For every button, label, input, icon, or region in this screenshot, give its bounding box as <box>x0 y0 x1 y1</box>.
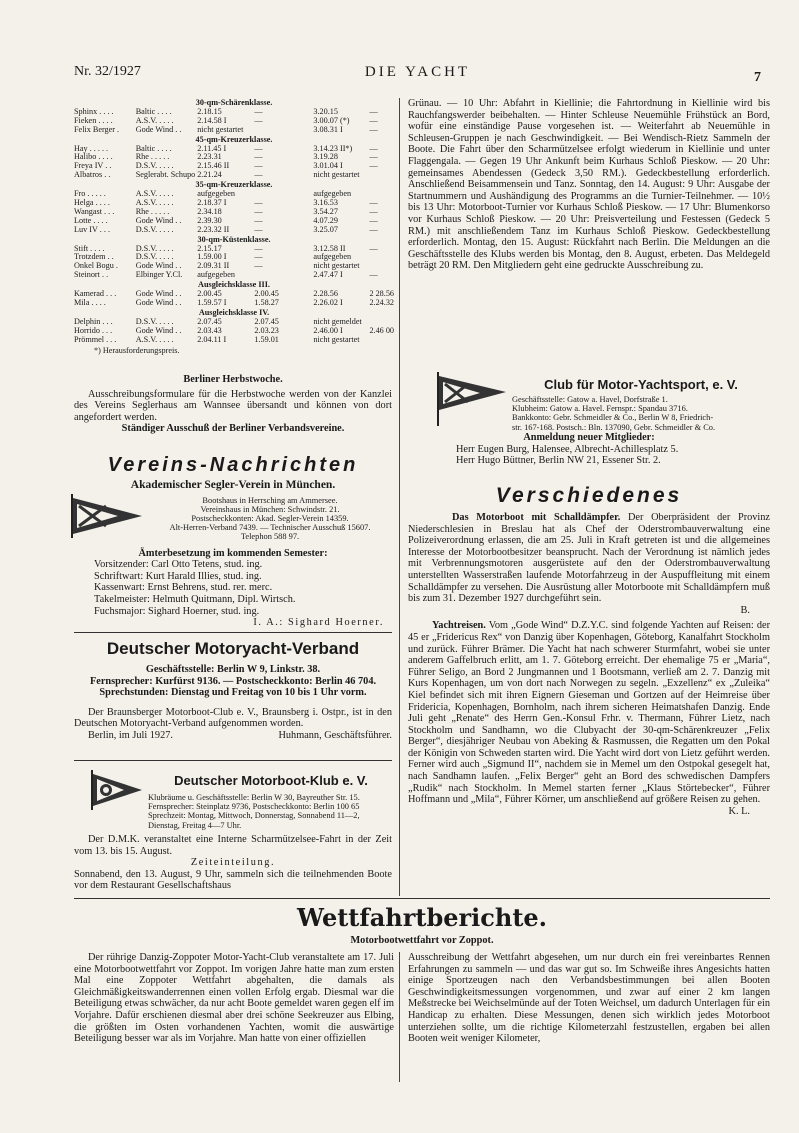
herbstwoche-title: Berliner Herbstwoche. <box>183 374 283 385</box>
results-row <box>74 318 394 327</box>
results-cell: 2.07.45 <box>197 316 222 326</box>
results-cell: — <box>254 252 263 262</box>
results-cell: nicht gestartet <box>313 170 360 180</box>
dmv-text: Der Braunsberger Motorboot-Club e. V., Braunsberg i. Ostpr., ist in den Deutschen Motoryacht-Verband aufgenommen worden. <box>74 706 392 730</box>
results-cell: Hay . . . . . <box>74 143 109 153</box>
results-cell: aufgegeben <box>313 189 352 199</box>
verschiedenes-item2-text: Vom „Gode Wind“ D.Z.Y.C. sind folgende Yachten auf Reisen: der 45 er „Fridericus Rex“ von Danzig über Kopenhagen, Göteborg, Kanalfahrt Stockholm und zurück. Führer Brämer. Die Yacht hat nach schwerer Sturmfahrt, wobei sie unter anderem Gaffelbruch erlitt, am 1. 7. Göteborg erreicht. Der ehemalige 75 er „Maria“, Führer Seligo, an Bord 2 Jungmannen und 1 Bootsmann, verließ am 2. 7. Danzig mit Kurs Kopenhagen, um von dort nach Norwegen zu segeln. „Exzellenz“ ex „Zuleika“ Kiel befindet sich mit ihren Eignern Gieseman und Gortzen auf der Heimreise über Fridericia, Kopenhagen, Bornholm, nach ihrem sicheren Heimatshafen Danzig. Ende Juli geht „Renate“ des Herrn Gen.-Konsul Frhr. v. Thermann, Führer Lietz, nach Stockholm und Sandhamn, wo die Clubyacht der 30-qm-Schärenkreuzer „Felix Berger“, diesjähriger Neubau von Abeking & Rasmussen, die Regatten um den Pokal der Königin von Schweden starten wird. Die Yacht wird dort von Lietz geführt werden. Ferner wird auch „Sigmund II“, nachdem sie in Memel um den Ostpokal gesegelt hat, nach Sandhamn laufen. „Felix Berger“ geht an Bord des schwedischen Dampfers „Rudik“ nach Stockholm. In Memel starten ferner „Klaus Störtebecker“, Führer Hoffmann und „Mila“, Führer Körner, um anschließend auf größere Reisen zu gehen. <box>408 620 770 806</box>
results-class-heading <box>74 98 394 108</box>
verschiedenes-item1-sign: B. <box>740 604 750 616</box>
verschiedenes-section <box>408 482 770 817</box>
results-cell: — <box>254 197 263 207</box>
officer-line: Vorsitzender: Carl Otto Tetens, stud. ing. <box>94 559 263 571</box>
results-row <box>74 126 394 135</box>
results-cell: nicht gemeldet <box>313 316 362 326</box>
results-cell: 1.58.27 <box>254 297 279 307</box>
results-cell: 2.47.47 I <box>313 270 343 280</box>
vereins-info-line: Bootshaus in Herrsching am Ammersee. <box>202 495 338 505</box>
officer-line: Schriftwart: Kurt Harald Illies, stud. ing. <box>94 570 262 582</box>
results-cell: Horrido . . . <box>74 325 113 335</box>
results-cell: — <box>254 152 263 162</box>
results-cell: aufgegeben <box>197 189 235 199</box>
results-row <box>74 299 394 308</box>
results-cell: Gode Wind . . <box>135 289 182 299</box>
vereins-officers <box>94 559 392 617</box>
results-cell: — <box>369 224 378 234</box>
results-cell: — <box>254 261 263 271</box>
results-table <box>74 98 394 356</box>
results-row <box>74 190 394 199</box>
results-cell: — <box>369 152 378 162</box>
results-cell: Trotzdem . . <box>74 252 114 262</box>
dmv-sign: Huhmann, Geschäftsführer. <box>278 729 392 741</box>
vereins-info <box>148 496 392 542</box>
results-cell: — <box>369 124 378 134</box>
cmy-members-block <box>408 432 770 467</box>
results-cell: 2.46 00 <box>369 325 394 335</box>
results-footnote: *) Herausforderungspreis. <box>94 346 180 356</box>
results-cell: Baltic . . . . <box>135 143 172 153</box>
results-cell: Baltic . . . . <box>135 106 172 116</box>
results-cell: 2.18.37 I <box>197 197 227 207</box>
results-row <box>74 199 394 208</box>
dmk-club-flag-icon <box>90 770 144 810</box>
results-cell: 4.07.29 <box>313 215 338 225</box>
results-cell: Elbinger Y.Cl. <box>135 270 183 280</box>
results-cell: Onkel Bogu . <box>74 261 118 271</box>
wett-heading: Wettfahrtberichte. <box>296 903 548 932</box>
results-class-heading <box>74 280 394 290</box>
vereins-sign: I. A.: Sighard Hoerner. <box>253 617 384 629</box>
dmk-heading: Deutscher Motorboot-Klub e. V. <box>174 773 368 788</box>
dmk-info <box>148 793 394 830</box>
results-cell: Gode Wind . . <box>135 297 182 307</box>
results-cell: Seglerabt. Schupo <box>135 170 196 180</box>
wett-left-text: Der rührige Danzig-Zoppoter Motor-Yacht-Club veranstaltete am 17. Juli eine Motorbootwettfahrt vor Zoppot. Im vorigen Jahre hatte man zum ersten Mal eine Zoppoter Wettfahrt abgehalten, die damals als Gleichmäßigkeitswanderrennen einen vollen Erfolg ergab. Diesmal war die Beteiligung etwas schwächer, da nur acht Boote gemeldet waren gegen elf im Vorjahre. Dafür erschienen diesmal aber drei schöne Seekreuzer aus Elbing, die größten im Osten vorhandenen Yachten, womit die auswärtige Beteiligung besser war als im Vorjahre. Man hatte von einer offiziellen <box>74 952 394 1045</box>
results-cell: nicht gestartet <box>313 261 360 271</box>
vereins-info-line: Alt-Herren-Verband 7439. — Technischer Ausschuß 15607. <box>169 523 371 533</box>
results-cell: — <box>369 161 378 171</box>
results-cell: 3.01.04 I <box>313 161 343 171</box>
dmv-line: Fernsprecher: Kurfürst 9136. — Postscheckkonto: Berlin 46 704. <box>89 675 377 687</box>
results-row <box>74 336 394 345</box>
results-row <box>74 208 394 217</box>
results-cell: D.S.V. . . . . <box>135 224 174 234</box>
divider <box>74 760 392 761</box>
results-cell: Rhe . . . . . <box>135 206 170 216</box>
dmv-section <box>74 638 392 742</box>
dmk-text-2: Sonnabend, den 13. August, 9 Uhr, sammeln sich die teilnehmenden Boote vor dem Restaurant Gesellschaftshaus <box>74 868 392 892</box>
results-cell: 2.15.46 II <box>197 161 230 171</box>
verschiedenes-heading: Verschiedenes <box>495 484 683 507</box>
dmk-sub: Zeiteinteilung. <box>190 857 276 869</box>
wett-right-text: Ausschreibung der Wettfahrt abgesehen, um nur durch ein frei vereinbartes Rennen Erfahrungen zu sammeln — und das war gut so. Im Schweiße ihres Angesichts hatten einige Sportzeugen nach den Verbandsbestimmungen bei allen Booten Geschwindigkeitsmessungen vorgenommen, und zwar auf einer 2 km langen Meßstrecke bei Weichselmünde auf der Toten Weichsel, um dadurch Unterlagen für ein Handicap zu erhalten. Diese Messungen, denen sich wirklich jedes Motorboot unterziehen sollte, um die richtige Kilometerzahl festzustellen, ergaben bei allen Booten weit weniger Kilometer, <box>408 952 770 1045</box>
verschiedenes-item2-title: Yachtreisen. <box>432 620 486 632</box>
results-class-name: Ausgleichsklasse III. <box>198 280 270 290</box>
results-cell: 3.16.53 <box>313 197 338 207</box>
results-cell: — <box>254 243 263 253</box>
results-row <box>74 226 394 235</box>
results-cell: — <box>254 215 263 225</box>
results-cell: 2.34.18 <box>197 206 222 216</box>
cmy-heading: Club für Motor-Yachtsport, e. V. <box>544 377 738 392</box>
results-cell: 3.54.27 <box>313 206 338 216</box>
results-row <box>74 290 394 299</box>
dmv-lines <box>74 664 392 699</box>
results-cell: 3.25.07 <box>313 224 338 234</box>
results-cell: Halibo . . . . <box>74 152 113 162</box>
dmk-section <box>74 834 392 892</box>
results-class-heading <box>74 235 394 245</box>
member-line: Herr Hugo Büttner, Berlin NW 21, Essener Str. 2. <box>456 455 661 467</box>
vereins-info-line: Telephon 588 97. <box>240 532 300 542</box>
wett-section <box>74 902 770 947</box>
page-header <box>74 64 761 86</box>
results-cell: Kamerad . . . <box>74 289 117 299</box>
results-cell: — <box>369 270 378 280</box>
results-cell: 2.11.45 I <box>197 143 227 153</box>
results-cell: Felix Berger . <box>74 124 120 134</box>
results-cell: 2.23.32 II <box>197 224 230 234</box>
results-cell: A.S.V. . . . . <box>135 189 174 199</box>
results-cell: 1.59.00 I <box>197 252 227 262</box>
results-cell: — <box>369 197 378 207</box>
results-cell: Sphinx . . . . <box>74 106 114 116</box>
results-cell: Fieken . . . . <box>74 115 113 125</box>
results-cell: — <box>254 161 263 171</box>
results-table-body <box>74 98 394 344</box>
divider <box>74 898 770 899</box>
cmy-sub: Anmeldung neuer Mitglieder: <box>523 432 655 443</box>
results-cell <box>254 126 313 135</box>
results-cell <box>254 271 313 280</box>
dmv-heading: Deutscher Motoryacht-Verband <box>106 639 360 658</box>
officer-line: Kassenwart: Ernst Behrens, stud. rer. merc. <box>94 582 273 594</box>
results-cell: 2.00.45 <box>197 289 222 299</box>
results-cell: — <box>369 115 378 125</box>
results-cell: A.S.V. . . . . <box>135 334 174 344</box>
column-divider <box>399 98 400 896</box>
results-row <box>74 271 394 280</box>
results-cell: 3.00.07 (*) <box>313 115 350 125</box>
herbstwoche-text: Ausschreibungsformulare für die Herbstwoche werden von der Kanzlei des Vereins Seglerhaus am Wannsee übersandt und können von dort angefordert werden. <box>74 388 392 423</box>
results-cell: Gode Wind . . <box>135 261 182 271</box>
journal-title: DIE YACHT <box>364 64 471 80</box>
results-cell: 2.24.32 <box>369 297 394 307</box>
column-divider <box>399 952 400 1082</box>
results-cell: Helga . . . . <box>74 197 110 207</box>
results-cell <box>369 336 394 345</box>
herbstwoche-sign: Ständiger Ausschuß der Berliner Verbandsvereine. <box>121 423 345 435</box>
results-cell: 3.20.15 <box>313 106 338 116</box>
results-cell: Freya IV . . <box>74 161 112 171</box>
results-cell: aufgegeben <box>313 252 352 262</box>
results-cell: Steinort . . <box>74 270 109 280</box>
results-class-name: 30-qm-Küstenklasse. <box>197 234 271 244</box>
results-cell: Gode Wind . . <box>135 124 182 134</box>
results-cell: Mila . . . . <box>74 297 106 307</box>
results-cell: 2.00.45 <box>254 289 279 299</box>
results-class-name: 45-qm-Kreuzerklasse. <box>195 134 273 144</box>
results-cell: Albatros . . <box>74 170 111 180</box>
member-line: Herr Eugen Burg, Halensee, Albrecht-Achillesplatz 5. <box>456 443 679 455</box>
results-cell: — <box>369 215 378 225</box>
dmv-line: Sprechstunden: Dienstag und Freitag von 10 bis 1 Uhr vorm. <box>99 687 367 699</box>
results-cell: 2.18.15 <box>197 106 222 116</box>
results-cell: 3.19.28 <box>313 152 338 162</box>
results-cell: — <box>254 115 263 125</box>
dmv-date: Berlin, im Juli 1927. <box>88 729 173 741</box>
results-cell: 2.14.58 I <box>197 115 227 125</box>
cmy-members <box>456 444 770 467</box>
results-cell: 2.07.45 <box>254 316 279 326</box>
divider <box>74 632 392 633</box>
vereins-sub: Ämterbesetzung im kommenden Semester: <box>138 547 328 559</box>
cmy-info-line: Geschäftsstelle: Gatow a. Havel, Dorfstraße 1. <box>512 395 668 404</box>
results-cell: 2.39.30 <box>197 215 222 225</box>
results-cell: — <box>254 224 263 234</box>
results-cell: D.S.V. . . . . <box>135 161 174 171</box>
results-cell: 2.28.56 <box>313 289 338 299</box>
results-cell: — <box>254 106 263 116</box>
results-cell: 2.09.31 II <box>197 261 230 271</box>
results-cell: 2.03.23 <box>254 325 279 335</box>
results-cell: 2.04.11 I <box>197 334 227 344</box>
results-cell: — <box>254 143 263 153</box>
results-cell: 1.59.01 <box>254 334 279 344</box>
results-cell: 2.46.00 I <box>313 325 343 335</box>
results-cell: D.S.V. . . . . <box>135 316 174 326</box>
results-cell: Delphin . . . <box>74 316 113 326</box>
results-cell: 2 28.56 <box>369 289 394 299</box>
results-class-name: Ausgleichsklasse IV. <box>198 307 270 317</box>
cmy-info-line: Bankkonto: Gebr. Schmeidler & Co., Berlin W 8, Friedrich- <box>512 413 714 423</box>
results-cell: — <box>254 170 263 180</box>
vereins-heading: Vereins-Nachrichten <box>107 454 359 476</box>
verschiedenes-item1-text: Der Oberpräsident der Provinz Niederschlesien in Breslau hat als Chef der Oderstrombauverwaltung eine Polizeiverordnung erlassen, die am 25. Juli in Kraft getreten ist und die allgemeines Interesse der Motorbootbesitzer beansprucht. Nach der Verordnung ist nämlich jedes mit Verbrennungsmotoren ausgerüstete auf den der Oderstrombauverwaltung unterstellten Wasserstraßen laufende Motorfahrzeug in der Auspuffleitung mit einem Schalldämpfer zu versehen. Die Ausrüstung aller Motorboote mit Schalldämpfern muß bis zum 31. Dezember 1927 durchgeführt sein. <box>408 512 771 605</box>
results-cell: 2.21.24 <box>197 170 222 180</box>
results-cell: Luv IV . . . <box>74 224 111 234</box>
dmv-line: Geschäftsstelle: Berlin W 9, Linkstr. 38. <box>145 664 321 675</box>
results-cell: Wangast . . . <box>74 206 115 216</box>
results-cell: — <box>369 206 378 216</box>
results-cell: nicht gestartet <box>313 334 360 344</box>
results-cell <box>369 171 394 180</box>
results-cell: nicht gestartet <box>197 124 244 134</box>
results-cell: 3.12.58 II <box>313 243 346 253</box>
results-cell: Fro . . . . . <box>74 189 106 199</box>
results-cell: 2.26.02 I <box>313 297 343 307</box>
results-cell: Gode Wind . . <box>135 325 182 335</box>
results-cell: 2.03.43 <box>197 325 222 335</box>
herbstwoche-section <box>74 374 392 435</box>
vereins-info-line: Vereinshaus in München: Schwindstr. 21. <box>200 504 340 514</box>
results-cell <box>369 253 394 262</box>
results-cell: D.S.V. . . . . <box>135 243 174 253</box>
cmy-section <box>512 376 770 432</box>
results-cell: A.S.V. . . . . <box>135 197 174 207</box>
cmy-info-line: str. 167-168. Postsch.: Bln. 137090, Gebr. Schmeidler & Co. <box>512 422 716 432</box>
right-top-text: Grünau. — 10 Uhr: Abfahrt in Kiellinie; die Fahrtordnung in Kiellinie wird bis Rauchfangswerder beibehalten. — Hinter Schleuse Neuemühle Frühstück an Bord, wofür eine einständige Pause vorgesehen ist. — Weiterfahrt ab Neuemühle in Schleusen-Gruppen je nach Geschwindigkeit. — Bei Wendisch-Rietz Sammeln der Boote. Die Fahrt über den Scharmützelsee erfolgt wiederum in Kiellinie und unter Flaggengala. — Gegen 19 Uhr Ankunft beim Kurhaus Schloß Pieskow. — 20 Uhr: gemeinsames Abendessen (Gedeck 3,50 RM.). Gedeckbestellung erforderlich. Anschließend Beisammensein und Tanz. Sonntag, den 14. August: 9 Uhr: Ausgabe der Startnummern und Aushändigung des Programms an die Turnier-Teilnehmer. — 10½ bis 13 Uhr: Motorboot-Turnier vor Kurhaus Schloß Pieskow. — 17 Uhr: Blumenkorso vor Kurhaus Schloß Pieskow. — 20 Uhr: Preisverteilung und Festessen (Gedeck 5 RM.) mit anschließendem Tanz im Kurhaus Schloß Pieskow. Gedeckbestellung erforderlich. Montag, den 15. August: Rückfahrt nach Berlin. Die Meldungen an die Geschäftsstelle des Klubs werden bis Montag, den 8. August, erbeten. Das Meldegeld beträgt 20 RM. Den Mitgliedern geht eine gedruckte Ausschreibung zu. <box>408 98 770 272</box>
results-cell: — <box>254 206 263 216</box>
results-cell: — <box>369 143 378 153</box>
dmk-info-line: Fernsprecher: Steinplatz 9736, Postscheckkonto: Berlin 100 65 <box>148 802 360 812</box>
results-row <box>74 171 394 180</box>
issue-number: Nr. 32/1927 <box>74 64 141 79</box>
results-cell: 2.15.17 <box>197 243 222 253</box>
cmy-info <box>512 395 770 432</box>
results-cell: 1.59.57 I <box>197 297 227 307</box>
results-cell: Prömmel . . . <box>74 334 117 344</box>
results-class-name: 30-qm-Schärenklasse. <box>195 98 273 107</box>
results-row <box>74 217 394 226</box>
page-number: 7 <box>754 70 761 85</box>
dmk-heading-block <box>148 772 394 830</box>
officer-line: Fuchsmajor: Sighard Hoerner, stud. ing. <box>94 605 260 617</box>
results-cell: A.S.V. . . . . <box>135 115 174 125</box>
results-cell: Stift . . . . <box>74 243 105 253</box>
officer-line: Takelmeister: Helmuth Quitmann, Dipl. Wirtsch. <box>94 593 296 605</box>
results-cell: 3.14.23 II*) <box>313 143 353 153</box>
cmy-info-line: Klubheim: Gatow a. Havel. Fernspr.: Spandau 3716. <box>512 404 688 414</box>
dmk-info-line: Dienstag, Freitag 4—7 Uhr. <box>148 820 242 830</box>
results-cell: Rhe . . . . . <box>135 152 170 162</box>
vereins-club: Akademischer Segler-Verein in München. <box>130 479 336 491</box>
wett-sub: Motorbootwettfahrt vor Zoppot. <box>350 935 494 946</box>
dmk-info-line: Klubräume u. Geschäftsstelle: Berlin W 30, Bayreuther Str. 15. <box>148 793 360 802</box>
results-row <box>74 153 394 162</box>
results-cell: Lotte . . . . <box>74 215 108 225</box>
verschiedenes-item1-title: Das Motorboot mit Schalldämpfer. <box>452 512 621 523</box>
results-cell: Gode Wind . . <box>135 215 182 225</box>
results-cell: — <box>369 243 378 253</box>
results-cell: 3.08.31 I <box>313 124 343 134</box>
vereins-info-line: Postscheckkonten: Akad. Segler-Verein 14359. <box>191 514 349 523</box>
results-cell: 2.23.31 <box>197 152 222 162</box>
cmy-club-flag-icon <box>436 372 508 426</box>
dmk-info-line: Sprechzeit: Montag, Mittwoch, Donnerstag, Sonnabend 11—2, <box>148 811 360 821</box>
results-cell: aufgegeben <box>197 270 235 280</box>
verschiedenes-item2-sign: K. L. <box>728 805 750 817</box>
results-class-name: 35-qm-Kreuzerklasse. <box>195 180 273 190</box>
asv-club-flag-icon <box>70 494 144 538</box>
results-cell: — <box>369 106 378 116</box>
dmk-text: Der D.M.K. veranstaltet eine Interne Scharmützelsee-Fahrt in der Zeit vom 13. bis 15. August. <box>74 834 392 857</box>
vereins-section <box>74 452 392 629</box>
results-cell <box>254 190 313 199</box>
results-cell: D.S.V. . . . . <box>135 252 174 262</box>
results-row <box>74 145 394 154</box>
